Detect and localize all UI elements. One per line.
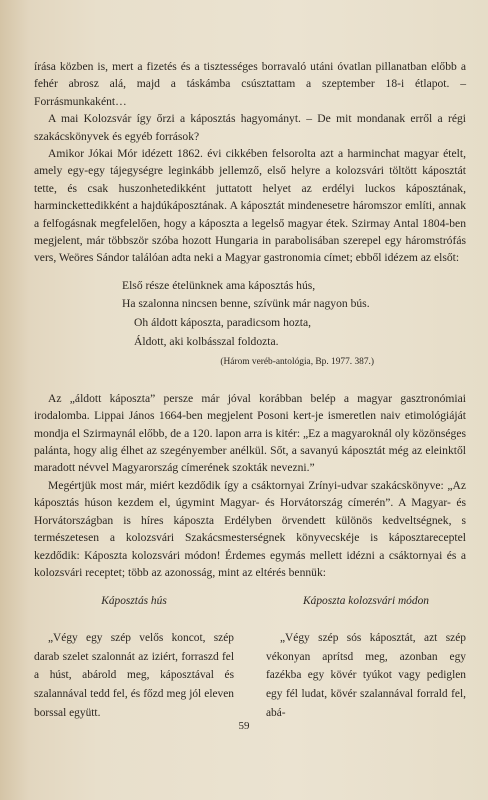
recipe-title-left: Káposztás hús [101,595,167,608]
body-text [34,58,466,723]
paragraph-4: Az „áldott káposzta” persze már jóval korábban belép a magyar gasztronómiai irodalomba. Lippai János 1664-ben megjelent Posoni kert-je ismeretlen naiv etimológiáját mondja el Szirmaynál előbb, de a 120. lapon arra is kitér: „Ez a magyaroknál oly közönséges palánta, hogy alig élhet az szegényember anélkül. Sőt, a savanyú káposztát még az eleinktől maradott névvel Magyarország címerének szokták nevezni.” [34,391,466,475]
poem-line-3: Oh áldott káposzta, paradicsom hozta, [134,316,312,330]
recipe-text-right: „Végy szép sós káposztát, azt szép vékonyan aprítsd meg, azonban egy fazékba egy kövér tyúkot vagy pediglen egy fél ludat, kövér szalannával forrald fel, abá- [266,631,466,719]
paragraph-2: A mai Kolozsvár így őrzi a káposztás hagyományt. – De mit mondanak erről a régi szakácskönyvek és egyéb források? [34,112,466,143]
paragraph-5: Megértjük most már, miért kezdődik így a csáktornyai Zrínyi-udvar szakácskönyve: „Az káposztás húson kezdem el, úgymint Magyar- és Horvátország címerén”. A Magyar- és Horvátországban is híres káposzta Erdélyben örvendett különös kedveltségnek, s természetesen a kolozsvári Szakácsmesterségnek könyvecskéje is káposztareceptel kezdődik: Káposzta kolozsvári módon! Érdemes egymás mellett idézni a csáktornyai és a kolozsvári receptet; több az azonosság, mint az eltérés bennük: [34,478,466,579]
poem-line-4: Áldott, aki kolbásszal foldozta. [134,334,279,348]
paragraph-3: Amikor Jókai Mór idézett 1862. évi cikkében felsorolta azt a harminchat magyar ételt, amely egy-egy tájegységre leginkább jellemző, első helyre a kolozsvári töltött káposztát tette, és csak huszonhetedikként juttatott helyet az erdélyi luckos káposztának, harminckettedikként a hajdúkáposztának. A káposztát mindenesetre háromszor említi, annak a felfogásnak megfelelően, hogy a káposzta a legelső magyar étek. Szirmay Antal 1804-ben megjelent, már többször szóba hozott Hungaria in parabolisában szerepel egy háromstrófás vers, Weöres Sándor találóan adta neki a Magyar gastronomia címet; ebből idézem az elsőt: [34,147,466,265]
poem-quote [122,277,466,372]
paragraph-1: írása közben is, mert a fizetés és a tisztességes borravaló utáni óvatlan pillanatban előbb a fehér abrosz alá, majd a táskámba csúsztattam a szeptember 18-i étlapot. – Forrásmunkaként… [34,60,466,108]
spacer [34,378,466,390]
poem-source: (Három veréb-antológia, Bp. 1977. 387.) [220,357,374,368]
recipe-text-left: „Végy egy szép velős koncot, szép darab szelet szalonnát az iziért, forraszd fel a húst, abárold meg, káposztával és szalannával tedd fel, és főzd meg jól eleven borssal együtt. [34,631,234,719]
poem-line-2: Ha szalonna nincsen benne, szívünk már nagyon bús. [122,297,370,311]
recipe-column-right [266,593,466,722]
recipe-column-left [34,593,234,722]
recipe-title-right: Káposzta kolozsvári módon [303,595,429,608]
poem-line-1: Első része ételünknek ama káposztás hús, [122,278,316,292]
page-number: 59 [238,720,250,732]
recipe-columns [34,593,466,722]
